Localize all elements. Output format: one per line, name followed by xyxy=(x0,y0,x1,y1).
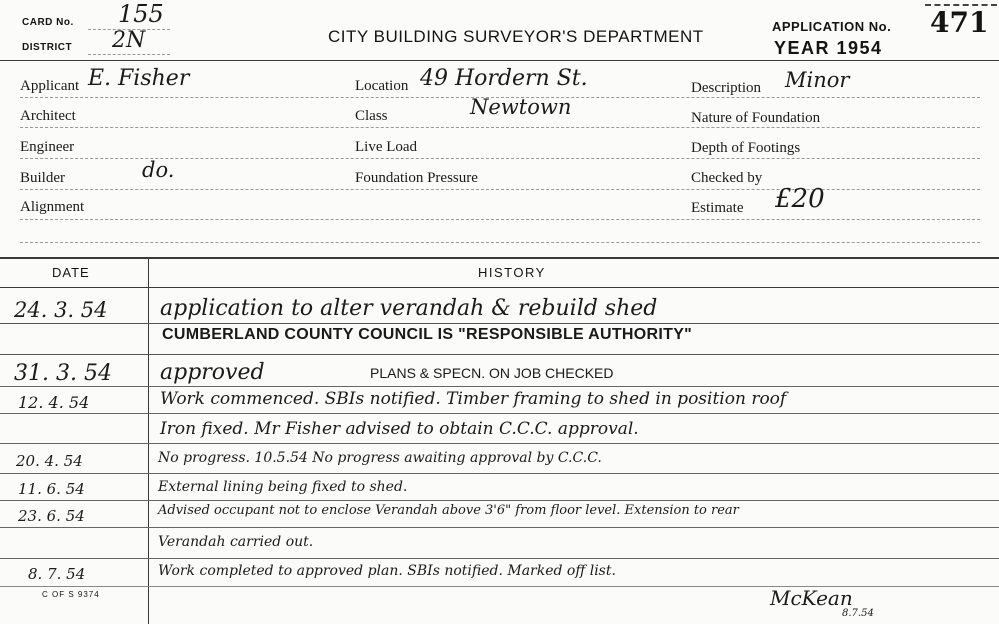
history-entry: No progress. 10.5.54 No progress awaiting approval by C.C.C. xyxy=(158,450,602,466)
application-no-value: 471 xyxy=(930,6,989,39)
card-no-label: CARD No. xyxy=(22,17,74,28)
history-entry: Work commenced. SBIs notified. Timber framing to shed in position roof xyxy=(160,389,787,409)
history-date: 12. 4. 54 xyxy=(18,393,90,412)
foundation-pressure-label: Foundation Pressure xyxy=(355,170,478,186)
class-label: Class xyxy=(355,108,388,124)
class-value: Newtown xyxy=(470,95,572,119)
nature-of-foundation-label: Nature of Foundation xyxy=(691,110,821,126)
engineer-label: Engineer xyxy=(20,139,75,155)
history-date: 23. 6. 54 xyxy=(18,507,85,525)
history-date: 24. 3. 54 xyxy=(14,298,108,322)
history-entry: application to alter verandah & rebuild shed xyxy=(160,296,658,321)
location-label: Location xyxy=(355,78,409,94)
depth-of-footings-label: Depth of Footings xyxy=(691,140,801,156)
architect-label: Architect xyxy=(20,108,76,124)
form-code: C OF S 9374 xyxy=(42,590,100,599)
surveyor-signature: McKean xyxy=(770,586,853,610)
builder-value: do. xyxy=(142,158,175,182)
live-load-label: Live Load xyxy=(355,139,418,155)
alignment-label: Alignment xyxy=(20,199,85,215)
date-column-header: DATE xyxy=(52,265,90,280)
estimate-label: Estimate xyxy=(691,200,744,216)
history-entry: External lining being fixed to shed. xyxy=(158,479,408,495)
history-entry: Verandah carried out. xyxy=(158,534,314,550)
history-entry: Work completed to approved plan. SBIs notified. Marked off list. xyxy=(158,563,616,579)
district-label: DISTRICT xyxy=(22,42,73,53)
checked-by-label: Checked by xyxy=(691,170,763,186)
history-entry: approved xyxy=(160,360,265,385)
plans-checked-stamp: PLANS & SPECN. ON JOB CHECKED xyxy=(370,365,614,381)
description-label: Description xyxy=(691,80,761,96)
history-date: 8. 7. 54 xyxy=(28,565,86,583)
history-column-header: HISTORY xyxy=(478,265,546,280)
history-entry: Advised occupant not to enclose Verandah above 3'6" from floor level. Extension to rear xyxy=(158,503,739,518)
card-no-value: 155 xyxy=(118,0,164,28)
responsible-authority-stamp: CUMBERLAND COUNTY COUNCIL IS "RESPONSIBLE AUTHORITY" xyxy=(162,326,693,343)
applicant-label: Applicant xyxy=(20,78,80,94)
applicant-value: E. Fisher xyxy=(88,66,190,91)
application-no-label: APPLICATION No. xyxy=(772,19,892,34)
history-date: 31. 3. 54 xyxy=(14,361,112,386)
location-value: 49 Hordern St. xyxy=(420,66,588,91)
history-entry: Iron fixed. Mr Fisher advised to obtain C.C.C. approval. xyxy=(160,419,639,439)
history-date: 20. 4. 54 xyxy=(16,452,83,470)
builder-label: Builder xyxy=(20,170,65,186)
year-label: YEAR 1954 xyxy=(774,38,883,58)
description-value: Minor xyxy=(785,68,850,92)
history-date: 11. 6. 54 xyxy=(18,480,85,498)
signature-date: 8.7.54 xyxy=(842,608,874,619)
department-title: CITY BUILDING SURVEYOR'S DEPARTMENT xyxy=(328,27,704,46)
district-value: 2N xyxy=(112,28,146,53)
estimate-value: £20 xyxy=(775,184,825,214)
